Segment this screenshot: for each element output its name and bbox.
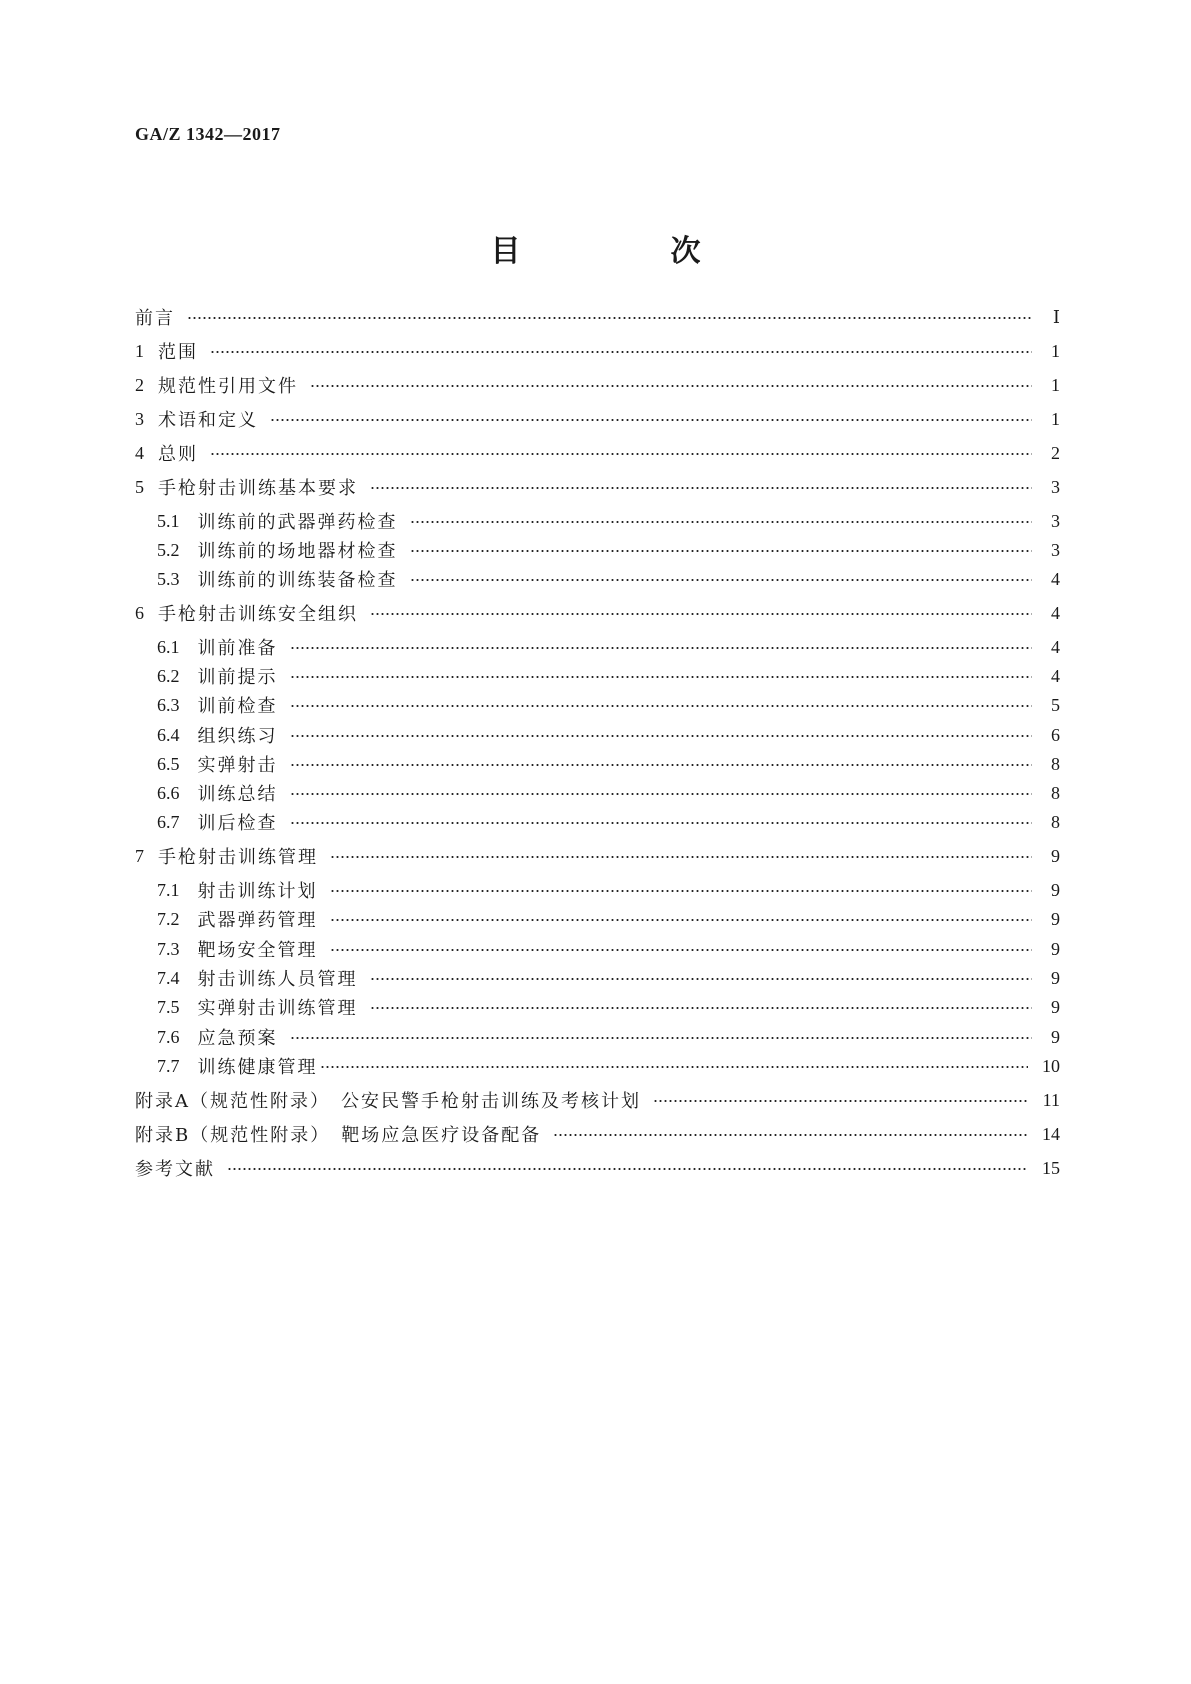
toc-entry[interactable] bbox=[157, 721, 1060, 749]
toc-entry[interactable] bbox=[157, 964, 1060, 992]
toc-entry-number: 7 bbox=[135, 845, 144, 866]
toc-entry[interactable] bbox=[157, 565, 1060, 593]
toc-leader-dots bbox=[187, 316, 1032, 320]
toc-entry-label: 训练前的场地器材检查 bbox=[197, 541, 398, 562]
toc-leader-dots bbox=[290, 1036, 1033, 1040]
toc-leader-dots bbox=[330, 948, 1033, 952]
toc-entry[interactable] bbox=[135, 303, 1060, 331]
toc-entry[interactable] bbox=[135, 371, 1060, 399]
toc-entry-page: 1 bbox=[1051, 408, 1060, 429]
toc-entry-page: 14 bbox=[1042, 1123, 1060, 1144]
toc-entry[interactable] bbox=[135, 337, 1060, 365]
toc-entry[interactable] bbox=[157, 536, 1060, 564]
toc-entry-label: 训练前的武器弹药检查 bbox=[197, 512, 398, 533]
toc-entry-number: 7.7 bbox=[157, 1055, 180, 1076]
toc-leader-dots bbox=[310, 384, 1032, 388]
toc-entry-number: 7.1 bbox=[157, 879, 180, 900]
toc-entry[interactable] bbox=[157, 662, 1060, 690]
toc-entry-label: 手枪射击训练管理 bbox=[158, 847, 318, 868]
toc-leader-dots bbox=[320, 1065, 1029, 1069]
toc-entry-label: 训后检查 bbox=[197, 813, 278, 834]
toc-entry-page: 9 bbox=[1051, 996, 1060, 1017]
toc-leader-dots bbox=[210, 350, 1032, 354]
toc-entry-label: 手枪射击训练安全组织 bbox=[158, 604, 358, 625]
toc-entry[interactable] bbox=[157, 779, 1060, 807]
toc-entry-label: 训练健康管理 bbox=[197, 1057, 318, 1078]
toc-entry-page: 9 bbox=[1051, 967, 1060, 988]
toc-leader-dots bbox=[410, 549, 1033, 553]
toc-entry[interactable] bbox=[135, 439, 1060, 467]
toc-entry-number: 5.1 bbox=[157, 510, 180, 531]
toc-entry-number: 4 bbox=[135, 442, 144, 463]
toc-entry-page: 4 bbox=[1051, 665, 1060, 686]
toc-entry-label: 规范性引用文件 bbox=[158, 376, 298, 397]
toc-entry-number: 6.2 bbox=[157, 665, 180, 686]
toc-entry-number: 1 bbox=[135, 340, 144, 361]
toc-leader-dots bbox=[290, 763, 1033, 767]
toc-leader-dots bbox=[290, 704, 1033, 708]
toc-entry-page: 1 bbox=[1051, 340, 1060, 361]
page-title: 目 次 bbox=[490, 234, 761, 269]
toc-entry-number: 6.4 bbox=[157, 724, 180, 745]
toc-entry-number: 6.6 bbox=[157, 782, 180, 803]
toc-entry-label: 靶场安全管理 bbox=[197, 940, 318, 961]
toc-leader-dots bbox=[210, 452, 1032, 456]
toc-entry-number: 6 bbox=[135, 602, 144, 623]
toc-entry-page: 4 bbox=[1051, 568, 1060, 589]
toc-leader-dots bbox=[290, 675, 1033, 679]
toc-entry-number: 7.5 bbox=[157, 996, 180, 1017]
toc-entry-label: 实弹射击训练管理 bbox=[197, 998, 358, 1019]
toc-leader-dots bbox=[330, 855, 1032, 859]
toc-entry-number: 7.6 bbox=[157, 1026, 180, 1047]
toc-entry-label: 训前准备 bbox=[197, 638, 278, 659]
toc-entry[interactable] bbox=[157, 876, 1060, 904]
toc-entry-page: 4 bbox=[1051, 602, 1060, 623]
toc-leader-dots bbox=[370, 977, 1033, 981]
standard-number: GA/Z 1342—2017 bbox=[135, 124, 281, 144]
toc-entry-number: 7.2 bbox=[157, 908, 180, 929]
toc-entry-label: 附录A（规范性附录） 公安民警手枪射击训练及考核计划 bbox=[135, 1091, 641, 1112]
toc-entry-number: 7.3 bbox=[157, 938, 180, 959]
toc-leader-dots bbox=[290, 734, 1033, 738]
toc-entry[interactable] bbox=[135, 599, 1060, 627]
toc-entry[interactable] bbox=[135, 405, 1060, 433]
toc-entry-label: 武器弹药管理 bbox=[197, 910, 318, 931]
toc-entry-page: 3 bbox=[1051, 510, 1060, 531]
toc-entry[interactable] bbox=[157, 633, 1060, 661]
toc-entry[interactable] bbox=[135, 1154, 1060, 1182]
toc-entry[interactable] bbox=[157, 750, 1060, 778]
toc-leader-dots bbox=[410, 578, 1033, 582]
toc-entry-page: 3 bbox=[1051, 539, 1060, 560]
toc-entry-number: 5 bbox=[135, 476, 144, 497]
toc-leader-dots bbox=[290, 821, 1033, 825]
toc-entry-label: 训练前的训练装备检查 bbox=[197, 570, 398, 591]
toc-entry-number: 2 bbox=[135, 374, 144, 395]
toc-entry-page: 5 bbox=[1051, 694, 1060, 715]
toc-leader-dots bbox=[370, 1006, 1033, 1010]
toc-entry-page: 4 bbox=[1051, 636, 1060, 657]
toc-leader-dots bbox=[370, 612, 1032, 616]
toc-entry-page: Ⅰ bbox=[1052, 306, 1060, 327]
toc-entry-number: 7.4 bbox=[157, 967, 180, 988]
toc-entry-page: 9 bbox=[1051, 1026, 1060, 1047]
toc-entry-label: 总则 bbox=[158, 444, 198, 465]
toc-entry[interactable] bbox=[157, 935, 1060, 963]
toc-entry[interactable] bbox=[157, 808, 1060, 836]
toc-leader-dots bbox=[290, 646, 1033, 650]
toc-entry-label: 训前检查 bbox=[197, 696, 278, 717]
toc-entry-page: 3 bbox=[1051, 476, 1060, 497]
toc-leader-dots bbox=[227, 1167, 1028, 1171]
toc-entry-label: 组织练习 bbox=[197, 726, 278, 747]
toc-entry[interactable] bbox=[135, 1120, 1060, 1148]
toc-entry-page: 8 bbox=[1051, 753, 1060, 774]
toc-entry-page: 10 bbox=[1042, 1055, 1060, 1076]
toc-entry-number: 6.1 bbox=[157, 636, 180, 657]
toc-entry-page: 8 bbox=[1051, 811, 1060, 832]
toc-entry-page: 8 bbox=[1051, 782, 1060, 803]
toc-entry-page: 9 bbox=[1051, 908, 1060, 929]
toc-leader-dots bbox=[410, 520, 1033, 524]
toc-leader-dots bbox=[270, 418, 1032, 422]
toc-entry-number: 3 bbox=[135, 408, 144, 429]
toc-entry-page: 1 bbox=[1051, 374, 1060, 395]
toc-entry[interactable] bbox=[157, 691, 1060, 719]
toc-entry-label: 参考文献 bbox=[135, 1159, 215, 1180]
toc-entry-page: 9 bbox=[1051, 879, 1060, 900]
toc-entry-number: 6.7 bbox=[157, 811, 180, 832]
toc-entry[interactable] bbox=[135, 1086, 1060, 1114]
toc-entry-label: 射击训练计划 bbox=[197, 881, 318, 902]
toc-entry[interactable] bbox=[157, 905, 1060, 933]
toc-entry-label: 范围 bbox=[158, 342, 198, 363]
toc-leader-dots bbox=[553, 1133, 1028, 1137]
toc-entry[interactable] bbox=[135, 842, 1060, 870]
toc-entry-label: 应急预案 bbox=[197, 1028, 278, 1049]
toc-leader-dots bbox=[370, 486, 1032, 490]
toc-entry-number: 5.2 bbox=[157, 539, 180, 560]
toc-entry[interactable] bbox=[157, 507, 1060, 535]
toc-leader-dots bbox=[653, 1099, 1029, 1103]
toc-entry-page: 15 bbox=[1042, 1157, 1060, 1178]
toc-entry[interactable] bbox=[157, 993, 1060, 1021]
toc-entry-label: 前言 bbox=[135, 308, 175, 329]
toc-entry-number: 6.3 bbox=[157, 694, 180, 715]
toc-entry-number: 5.3 bbox=[157, 568, 180, 589]
toc-entry[interactable] bbox=[135, 473, 1060, 501]
toc-entry-label: 手枪射击训练基本要求 bbox=[158, 478, 358, 499]
toc-entry-label: 附录B（规范性附录） 靶场应急医疗设备配备 bbox=[135, 1125, 542, 1146]
toc-entry[interactable] bbox=[157, 1052, 1060, 1080]
toc-entry-page: 9 bbox=[1051, 938, 1060, 959]
toc-leader-dots bbox=[330, 918, 1033, 922]
toc-entry-label: 实弹射击 bbox=[197, 755, 278, 776]
toc-entry-label: 术语和定义 bbox=[158, 410, 258, 431]
toc-leader-dots bbox=[330, 889, 1033, 893]
toc-entry-label: 射击训练人员管理 bbox=[197, 969, 358, 990]
toc-leader-dots bbox=[290, 792, 1033, 796]
toc-entry[interactable] bbox=[157, 1023, 1060, 1051]
toc-entry-number: 6.5 bbox=[157, 753, 180, 774]
toc-entry-page: 6 bbox=[1051, 724, 1060, 745]
toc-entry-page: 11 bbox=[1042, 1089, 1060, 1110]
toc-entry-page: 9 bbox=[1051, 845, 1060, 866]
toc-entry-label: 训练总结 bbox=[197, 784, 278, 805]
toc-entry-page: 2 bbox=[1051, 442, 1060, 463]
toc-entry-label: 训前提示 bbox=[197, 667, 278, 688]
